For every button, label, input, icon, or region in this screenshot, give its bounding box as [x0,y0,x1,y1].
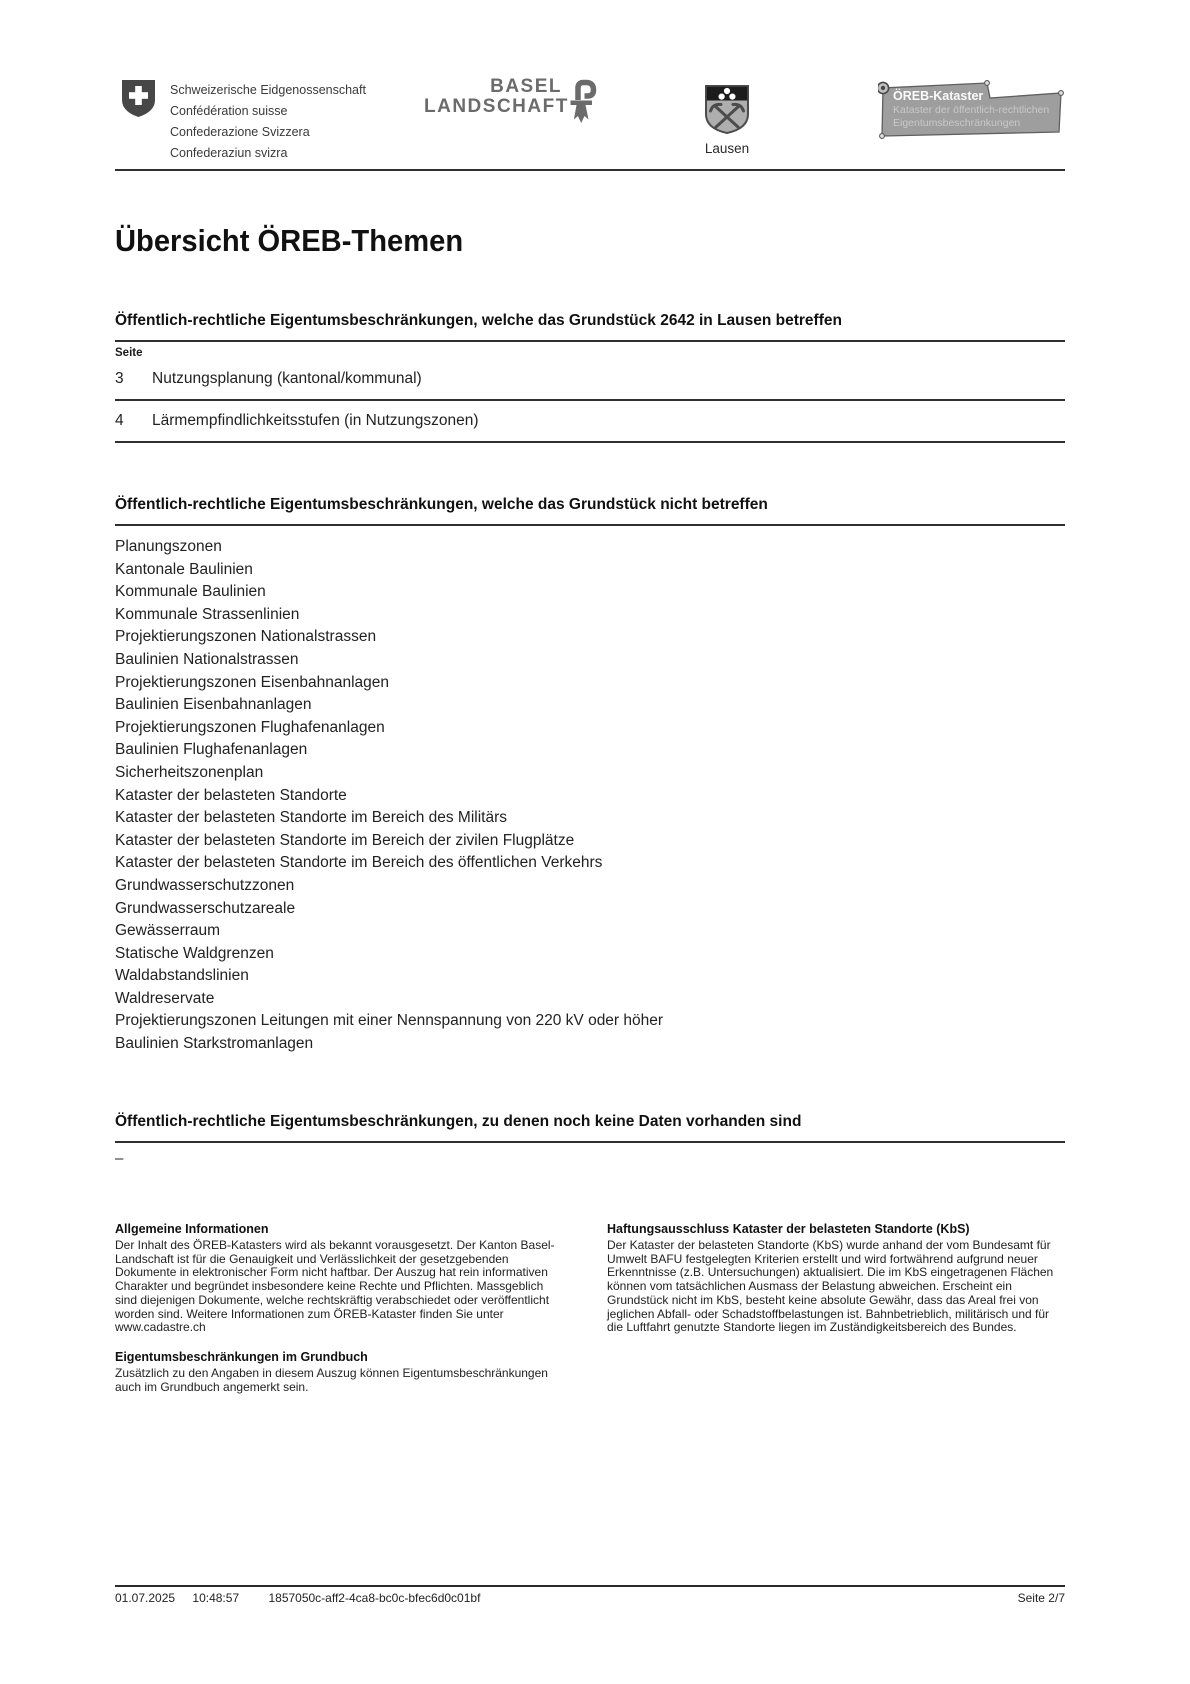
municipality-name: Lausen [704,141,750,156]
confederation-name-line: Schweizerische Eidgenossenschaft [170,83,366,97]
toc-page-number: 3 [115,370,124,387]
topic-list-item: Statische Waldgrenzen [115,944,274,962]
section-concerning [115,311,1065,443]
basel-crozier-icon [567,79,597,125]
topic-list-item: Projektierungszonen Eisenbahnanlagen [115,673,390,691]
topic-list-item: Waldabstandslinien [115,967,249,985]
page-footer [115,1585,1065,1605]
section-divider [115,524,1065,526]
topic-list-item: Projektierungszonen Flughafenanlagen [115,718,385,736]
section-no-data [115,1112,1065,1167]
section-not-concerning-heading: Öffentlich-rechtliche Eigentumsbeschränkungen, welche das Grundstück nicht betreffen [115,496,768,513]
not-concerning-topic-list [115,536,1065,1056]
toc-row [115,401,1065,443]
no-data-placeholder: – [115,1149,124,1167]
topic-list-item: Kommunale Strassenlinien [115,605,300,623]
footer-page-number: Seite 2/7 [1017,1591,1065,1605]
confederation-name-line: Confederazione Svizzera [170,125,310,139]
topic-list-item: Baulinien Eisenbahnanlagen [115,696,312,714]
topic-list-item: Kantonale Baulinien [115,560,253,578]
topic-list-item: Projektierungszonen Nationalstrassen [115,628,377,646]
canton-logo-line1: BASEL [490,76,562,97]
topic-list-item: Sicherheitszonenplan [115,763,264,781]
info-column-left [115,1222,567,1394]
basel-landschaft-logo [424,77,597,125]
topic-list-item: Baulinien Flughafenanlagen [115,741,308,759]
disclaimer-body: Der Kataster der belasteten Standorte (KbS) wurde anhand der vom Bundesamt für Umwelt BAFU festgelegten Kriterien erstellt und wird fortwährend aufgrund neuer Erkenntnisse (z.B. Untersuchungen) aktualisiert. Die im KbS eingetragenen Flächen können vom tatsächlichen Ausmass der Belastung abweichen. Erscheint ein Grundstück nicht im KbS, besteht keine absolute Gewähr, dass das Areal frei von jeglichen Abfall- oder Schadstoffbelastungen ist. Bahnbetrieblich, militärisch und für die Luftfahrt genutzte Standorte liegen im Zuständigkeitsbereich des Bundes. [607,1238,1054,1335]
grundbuch-block [115,1350,567,1394]
confederation-name-line: Confédération suisse [170,104,288,118]
basel-landschaft-wordmark [424,76,569,117]
municipality-arms [700,84,754,156]
topic-list-item: Baulinien Starkstromanlagen [115,1035,314,1053]
swiss-confederation-logo [120,78,366,164]
section-no-data-heading: Öffentlich-rechtliche Eigentumsbeschränkungen, zu denen noch keine Daten vorhanden sind [115,1112,802,1130]
toc-page-number: 4 [115,412,124,429]
general-info-body: Der Inhalt des ÖREB-Katasters wird als bekannt vorausgesetzt. Der Kanton Basel-Landschaft ist für die Genauigkeit und Verlässlichkeit der gesetzgebenden Dokumente in elektronischer Form nicht haftbar. Der Auszug hat rein informativen Charakter und begründet insbesondere keine Rechte und Pflichten. Massgeblich sind diejenigen Dokumente, welche rechtskräftig verabschiedet oder veröffentlicht worden sind. Weitere Informationen zum ÖREB-Kataster finden Sie unter www.cadastre.ch [115,1238,555,1335]
grundbuch-body: Zusätzlich zu den Angaben in diesem Auszug können Eigentumsbeschränkungen auch im Grundbuch angemerkt sein. [115,1365,548,1394]
page-title: Übersicht ÖREB-Themen [115,223,464,258]
section-divider [115,1141,1065,1143]
topic-list-item: Gewässerraum [115,922,221,940]
topic-list-item: Waldreservate [115,989,215,1007]
topic-list-item: Kommunale Baulinien [115,583,266,601]
confederation-name-line: Confederaziun svizra [170,146,288,160]
disclaimer-heading: Haftungsausschluss Kataster der belasteten Standorte (KbS) [607,1222,970,1236]
topic-list-item: Grundwasserschutzzonen [115,876,295,894]
info-column-right [607,1222,1065,1394]
footer-left [115,1591,480,1605]
toc-topic: Nutzungsplanung (kantonal/kommunal) [152,370,422,387]
topic-list-item: Grundwasserschutzareale [115,899,296,917]
toc-topic: Lärmempfindlichkeitsstufen (in Nutzungszonen) [152,412,479,429]
section-divider [115,340,1065,342]
oereb-badge-subtitle: Kataster der öffentlich-rechtlichen Eigentumsbeschränkungen [893,104,1050,129]
toc-row [115,359,1065,401]
topic-list-item: Kataster der belasteten Standorte [115,786,347,804]
toc-rows [115,359,1065,443]
topic-list-item: Projektierungszonen Leitungen mit einer Nennspannung von 220 kV oder höher [115,1012,664,1030]
canton-logo-line2: LANDSCHAFT [424,96,569,117]
footer-time: 10:48:57 [192,1591,240,1605]
confederation-names [170,78,366,164]
lausen-coat-of-arms-icon [704,84,750,135]
footer-date: 01.07.2025 [115,1591,176,1605]
topic-list-item: Kataster der belasteten Standorte im Bereich der zivilen Flugplätze [115,831,575,849]
section-concerning-heading: Öffentlich-rechtliche Eigentumsbeschränkungen, welche das Grundstück 2642 in Lausen betreffen [115,312,842,329]
page-column-header: Seite [115,347,143,359]
oereb-badge-title: ÖREB-Kataster [893,89,984,103]
topic-list-item: Kataster der belasteten Standorte im Bereich des öffentlichen Verkehrs [115,854,603,872]
general-info-heading: Allgemeine Informationen [115,1222,269,1236]
content-area [115,171,1065,1167]
info-section [115,1222,1065,1394]
topic-list-item: Kataster der belasteten Standorte im Bereich des Militärs [115,809,507,827]
footer-document-id: 1857050c-aff2-4ca8-bc0c-bfec6d0c01bf [268,1591,481,1605]
swiss-shield-icon [120,78,157,119]
oereb-badge-text [893,89,1049,129]
grundbuch-heading: Eigentumsbeschränkungen im Grundbuch [115,1349,368,1364]
topic-list-item: Planungszonen [115,538,222,555]
section-not-concerning [115,495,1065,1056]
topic-list-item: Baulinien Nationalstrassen [115,650,299,668]
oereb-kataster-badge [878,79,1064,141]
